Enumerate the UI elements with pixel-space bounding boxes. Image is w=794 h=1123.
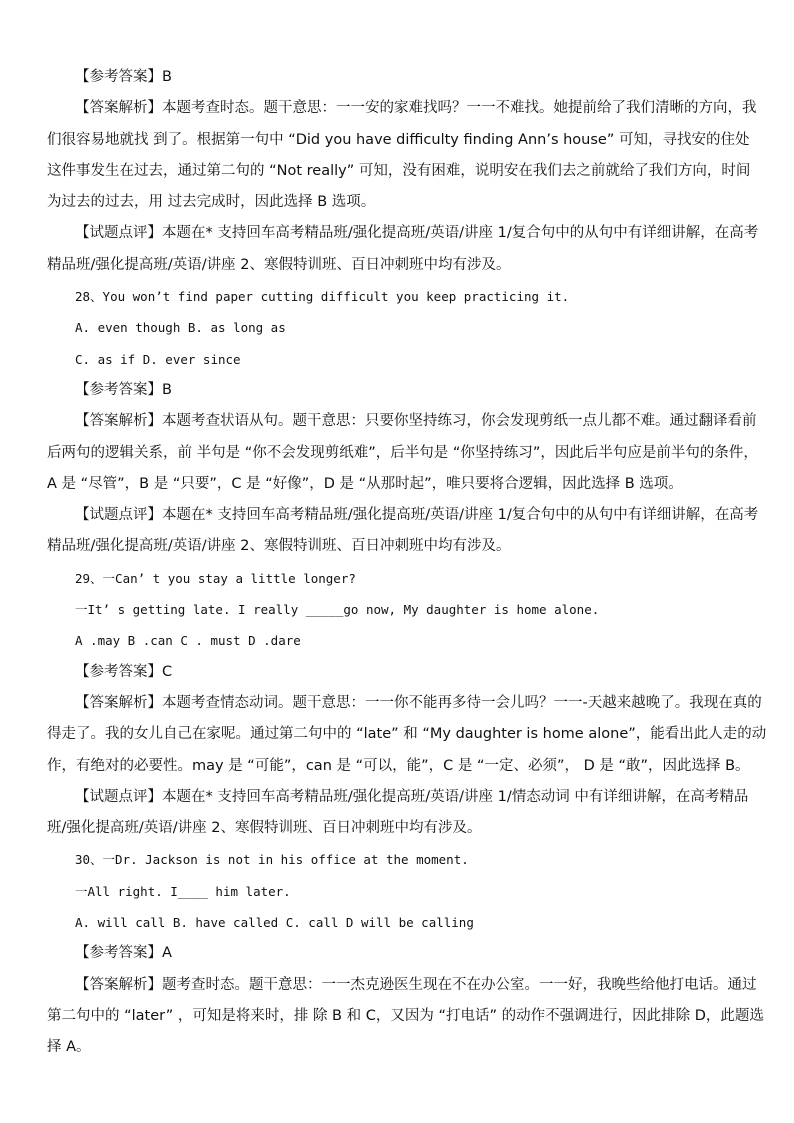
text-line: A. even though B. as long as: [75, 320, 286, 336]
text-line: 精品班/强化提高班/英语/讲座 2、寒假特训班、百日冲刺班中均有涉及。: [47, 538, 511, 555]
text-line: 【试题点评】本题在* 支持回车高考精品班/强化提高班/英语/讲座 1/复合句中的从句中有详细讲解，在高考: [75, 225, 759, 242]
text-line: 【参考答案】C: [75, 663, 173, 680]
text-line: 得走了。我的女儿自己在家呢。通过第二句中的 “late” 和 “My daughter is home alone”，能看出此人走的动: [47, 726, 767, 743]
text-line: 【答案解析】本题考查情态动词。题干意思：一一你不能再多待一会儿吗？一一-天越来越晚了。我现在真的: [75, 694, 762, 711]
text-line: 【答案解析】本题考查时态。题干意思：一一安的家难找吗？一一不难找。她提前给了我们清晰的方向，我: [75, 100, 757, 117]
text-line: 后两句的逻辑关系，前 半句是 “你不会发现剪纸难”，后半句是 “你坚持练习”，因此后半句应是前半句的条件，: [47, 444, 758, 461]
text-line: 作，有绝对的必要性。may 是 “可能”，can 是 “可以，能”，C 是 “一定、必须”， D 是 “敢”，因此选择 B。: [47, 757, 750, 774]
text-line: 【答案解析】本题考查状语从句。题干意思：只要你坚持练习，你会发现剪纸一点儿都不难。通过翻译看前: [75, 413, 757, 430]
text-line: 第二句中的 “later” ，可知是将来时，排 除 B 和 C，又因为 “打电话” 的动作不强调进行，因此排除 D，此题选: [47, 1007, 764, 1024]
text-line: 一It’ s getting late. I really _____go now, My daughter is home alone.: [75, 602, 600, 618]
text-line: 28、You won’t find paper cutting difficult you keep practicing it.: [75, 289, 570, 305]
text-line: 【答案解析】题考查时态。题干意思：一一杰克逊医生现在不在办公室。一一好，我晚些给他打电话。通过: [75, 976, 757, 993]
text-line: A .may B .can C . must D .dare: [75, 633, 301, 649]
document-page: [47, 62, 767, 1064]
text-line: 29、一Can’ t you stay a little longer?: [75, 570, 356, 586]
text-line: A. will call B. have called C. call D will be calling: [75, 915, 474, 931]
text-line: 【参考答案】B: [75, 69, 172, 85]
text-line: 精品班/强化提高班/英语/讲座 2、寒假特训班、百日冲刺班中均有涉及。: [47, 256, 511, 273]
text-line: 【试题点评】本题在* 支持回车高考精品班/强化提高班/英语/讲座 1/复合句中的从句中有详细讲解，在高考: [75, 507, 759, 524]
text-line: A 是 “尽管”，B 是 “只要”，C 是 “好像”，D 是 “从那时起”，唯只要将合逻辑，因此选择 B 选项。: [47, 475, 683, 492]
text-line: 【试题点评】本题在* 支持回车高考精品班/强化提高班/英语/讲座 1/情态动词 中有详细讲解，在高考精品: [75, 788, 749, 805]
text-line: 【参考答案】B: [75, 381, 172, 398]
text-line: 这件事发生在过去，通过第二句的 “Not really” 可知，没有困难，说明安在我们去之前就给了我们方向，时间: [47, 162, 751, 179]
text-line: 为过去的过去，用 过去完成时，因此选择 B 选项。: [47, 194, 376, 211]
text-line: 班/强化提高班/英语/讲座 2、寒假特训班、百日冲刺班中均有涉及。: [47, 820, 482, 837]
text-line: 择 A。: [47, 1039, 91, 1056]
text-line: 【参考答案】A: [75, 945, 172, 962]
text-line: C. as if D. ever since: [75, 351, 241, 367]
text-line: 30、一Dr. Jackson is not in his office at the moment.: [75, 852, 469, 868]
text-line: 们很容易地就找 到了。根据第一句中 “Did you have difficulty finding Ann’s house” 可知，寻找安的住处: [47, 131, 750, 148]
text-line: 一All right. I____ him later.: [75, 883, 291, 899]
